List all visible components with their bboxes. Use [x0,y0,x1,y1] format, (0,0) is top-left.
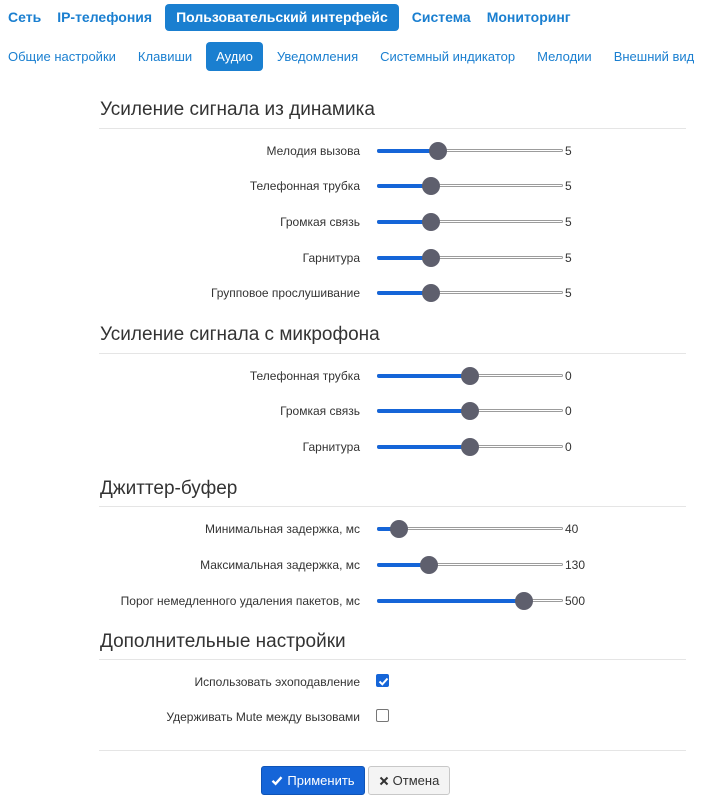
tab-ip-telephony[interactable]: IP-телефония [57,9,153,25]
mic-headset-label: Гарнитура [302,440,360,454]
mute-hold-checkbox[interactable] [376,709,389,722]
jitter-min-slider[interactable] [377,522,563,536]
jitter-max-value: 130 [565,558,586,572]
speaker-headset-label: Гарнитура [302,251,360,265]
jitter-drop-label: Порог немедленного удаления пакетов, мс [120,594,360,608]
section-title-speaker: Усиление сигнала из динамика [100,99,375,120]
mic-handset-slider[interactable] [377,369,563,383]
cancel-button-label: Отмена [392,773,440,788]
slider-knob[interactable] [390,520,408,538]
speaker-handset-slider[interactable] [377,179,563,193]
jitter-drop-slider[interactable] [377,594,563,608]
echo-cancel-checkbox[interactable] [376,674,389,687]
slider-knob[interactable] [422,177,440,195]
jitter-drop-value: 500 [565,594,586,608]
subtab-melodies[interactable]: Мелодии [537,49,592,64]
speaker-ringtone-slider[interactable] [377,144,563,158]
footer-divider [99,750,686,751]
slider-knob[interactable] [461,402,479,420]
slider-knob[interactable] [422,284,440,302]
speaker-group-value: 5 [565,286,572,300]
slider-knob[interactable] [422,249,440,267]
mic-headset-slider[interactable] [377,440,563,454]
section-divider [99,128,686,129]
speaker-handsfree-label: Громкая связь [280,215,360,229]
mic-handsfree-value: 0 [565,404,572,418]
mic-handsfree-label: Громкая связь [280,404,360,418]
speaker-group-label: Групповое прослушивание [210,286,360,300]
speaker-headset-slider[interactable] [377,251,563,265]
speaker-ringtone-label: Мелодия вызова [266,144,360,158]
top-nav [0,4,579,31]
speaker-handsfree-value: 5 [565,215,572,229]
check-icon [271,775,283,786]
mute-hold-label: Удерживать Mute между вызовами [166,710,360,724]
tab-user-interface[interactable]: Пользовательский интерфейс [165,4,399,31]
subtab-general[interactable]: Общие настройки [8,49,116,64]
section-title-mic: Усиление сигнала с микрофона [100,324,380,345]
x-icon [379,776,389,786]
slider-knob[interactable] [461,367,479,385]
section-divider [99,506,686,507]
jitter-min-value: 40 [565,522,579,536]
subtab-audio[interactable]: Аудио [206,42,263,71]
mic-handsfree-slider[interactable] [377,404,563,418]
jitter-max-slider[interactable] [377,558,563,572]
speaker-handset-value: 5 [565,179,572,193]
tab-system[interactable]: Система [411,9,471,25]
slider-knob[interactable] [429,142,447,160]
speaker-ringtone-value: 5 [565,144,572,158]
subtab-system-indicator[interactable]: Системный индикатор [380,49,516,64]
slider-knob[interactable] [461,438,479,456]
tab-monitoring[interactable]: Мониторинг [486,9,571,25]
tab-network[interactable]: Сеть [8,9,42,25]
jitter-max-label: Максимальная задержка, мс [200,558,360,572]
slider-knob[interactable] [420,556,438,574]
section-divider [99,659,686,660]
section-title-jitter: Джиттер-буфер [100,478,238,499]
section-title-extra: Дополнительные настройки [100,631,346,652]
apply-button[interactable] [261,766,365,795]
mic-handset-value: 0 [565,369,572,383]
sub-nav [0,42,705,71]
speaker-handsfree-slider[interactable] [377,215,563,229]
subtab-appearance[interactable]: Внешний вид [613,49,695,64]
apply-button-label: Применить [287,773,355,788]
slider-knob[interactable] [515,592,533,610]
cancel-button[interactable] [368,766,450,795]
speaker-group-slider[interactable] [377,286,563,300]
slider-knob[interactable] [422,213,440,231]
jitter-min-label: Минимальная задержка, мс [205,522,360,536]
section-divider [99,353,686,354]
subtab-keys[interactable]: Клавиши [137,49,193,64]
speaker-headset-value: 5 [565,251,572,265]
check-icon [378,676,389,687]
subtab-notifications[interactable]: Уведомления [276,49,359,64]
speaker-handset-label: Телефонная трубка [249,179,360,193]
echo-cancel-label: Использовать эхоподавление [194,675,360,689]
mic-handset-label: Телефонная трубка [249,369,360,383]
mic-headset-value: 0 [565,440,572,454]
